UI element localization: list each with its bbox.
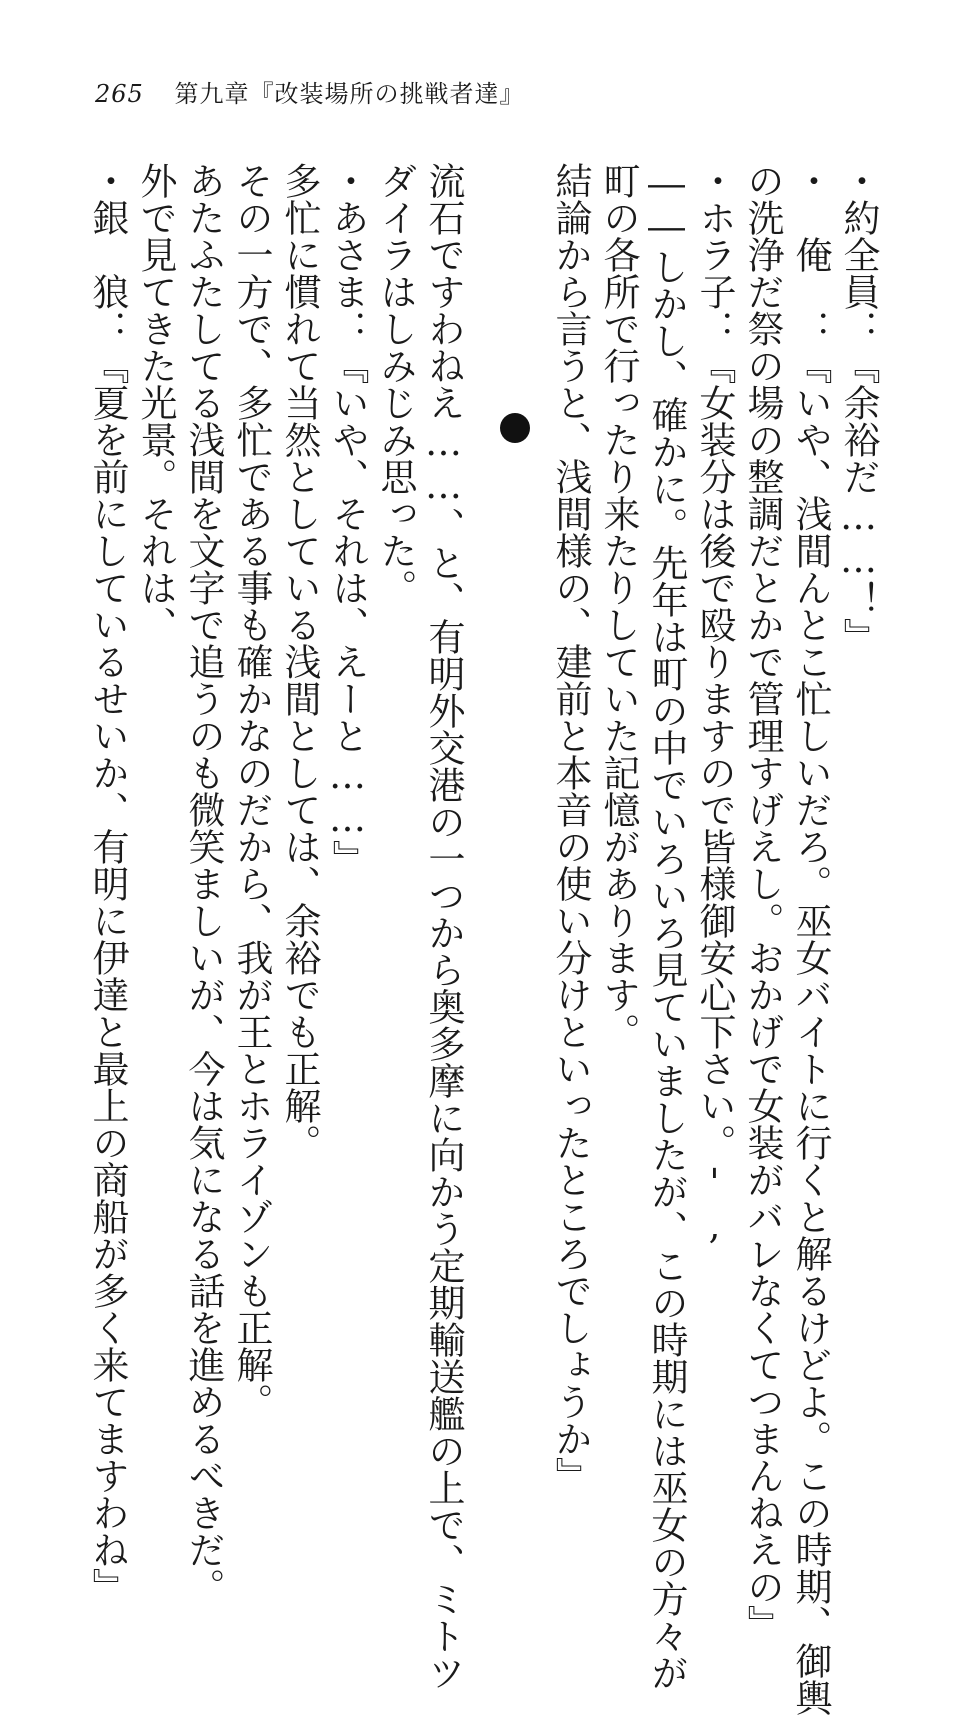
text-column: 流石ですわねえ……、と、有明外交港の一つから奥多摩に向かう定期輸送艦の上で、ミトツ [422, 162, 465, 1691]
text-column: あたふたしてる浅間を文字で追うのも微笑ましいが、今は気になる話を進めるべきだ。 [182, 162, 225, 1605]
text-column: の洗浄だ祭の場の整調だとかで管理すげえし。おかげで女装がバレなくてつまんねえの』 [741, 162, 784, 1642]
text-column: 町の各所で行ったり来たりしていた記憶があります。 [597, 162, 640, 1050]
text-column: その一方で、多忙である事も確かなのだから、我が王とホライゾンも正解。 [230, 162, 273, 1420]
section-break-dot [500, 413, 530, 443]
text-column: 結論から言うと、浅間様の、建前と本音の使い分けといったところでしょうか』 [549, 162, 592, 1494]
text-column: ・銀 狼：『夏を前にしているせいか、有明に伊達と最上の商船が多く来てますわね』 [86, 162, 129, 1605]
text-column: ・約全員：『余裕だ……！』 [837, 162, 880, 655]
text-column: ――しかし、確かに。先年は町の中でいろいろ見ていましたが、この時期には巫女の方々が [645, 162, 688, 1691]
text-column: ・ 俺 ：『いや、浅間んとこ忙しいだろ。巫女バイトに行くと解るけどよ。この時期、御輿 [789, 162, 832, 1716]
text-column: 多忙に慣れて当然としている浅間としては、余裕でも正解。 [278, 162, 321, 1161]
text-column: 外で見てきた光景。それは、 [134, 162, 177, 643]
text-column: ・ホラ子：『女装分は後で殴りますので皆様御安心下さい。', [693, 162, 736, 1247]
page-number: 265 [95, 80, 144, 108]
page-header [95, 74, 524, 109]
chapter-title: 第九章『改装場所の挑戦者達』 [174, 80, 525, 108]
text-column: ダイラはしみじみ思った。 [374, 162, 417, 606]
text-column: ・あさま：『いや、それは、えーと……』 [326, 162, 369, 877]
